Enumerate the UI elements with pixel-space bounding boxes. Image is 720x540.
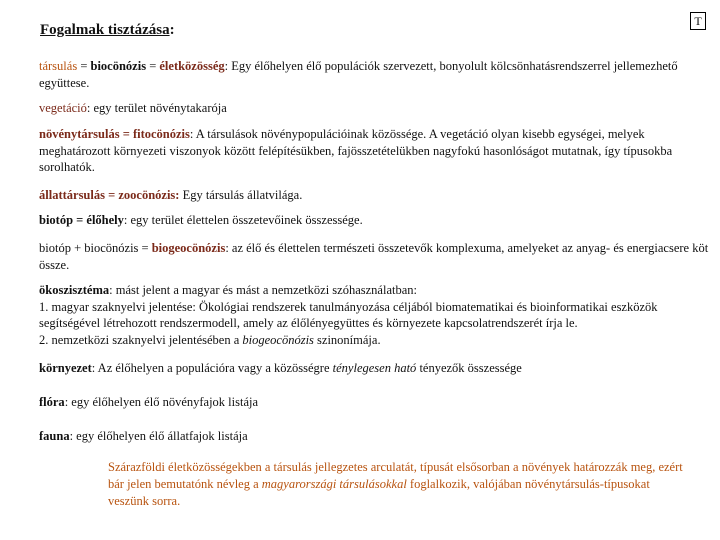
term-biotop: biotóp = élőhely [39,213,124,227]
note-paragraph [108,459,688,510]
term-tarsulas: társulás [39,59,78,73]
kornyezet-em: ténylegesen ható [332,361,417,375]
definition-kornyezet [39,360,717,377]
def-biotop-text: : egy terület élettelen összetevőinek összessége. [123,213,363,227]
term-eletkozosseg: életközösség [159,59,225,73]
kornyezet-pre: : Az élőhelyen a populációra vagy a közösségre [91,361,333,375]
title-colon: : [169,22,175,38]
note-em: magyarországi társulásokkal [261,477,407,491]
biogeo-prefix: biotóp + biocönózis = [39,241,152,255]
page-title [40,22,175,39]
okoszisztema-line2-em: biogeocönózis [242,332,314,347]
def-tarsulas-text: : Egy élőhelyen élő populációk szervezett, bonyolult kölcsönhatásrendszerrel jellemezhető együttese. [39,59,678,90]
term-kornyezet: környezet [39,361,92,375]
definition-flora [39,394,717,411]
definition-fauna [39,428,717,445]
okoszisztema-line1: 1. magyar szaknyelvi jelentése: Ökológiai rendszerek tanulmányozása céljából biomatematikai és bioinformatikai eszközök segítségével létrehozott rendszermodell, amely az élőlényegyüttes és környezete kapcsolatrendszerét írja le. [39,299,658,330]
badge-t: T [690,12,706,30]
term-flora: flóra [39,395,65,409]
def-flora-text: : egy élőhelyen élő növényfajok listája [64,395,259,409]
eq-2: = [146,59,160,73]
definition-okoszisztema [39,282,717,348]
term-okoszisztema: ökoszisztéma [39,283,110,297]
definition-biotop [39,212,717,229]
term-fauna: fauna [39,429,70,443]
kornyezet-post: tényezők összessége [416,361,522,375]
def-novenytarsulas-text: : A társulások növénypopulációinak közössége. A vegetáció olyan kisebb egységei, melyek meghatározott környezeti viszonyok között felépítésükben, fajösszetételükben nagyfokú hasonlóságot mutatnak, így típusokba sorolhatók. [39,127,673,174]
term-vegetacio: vegetáció [39,101,87,115]
okoszisztema-line2-pre: 2. nemzetközi szaknyelvi jelentésében a [39,332,243,347]
definition-allattarsulas [39,187,717,204]
note-post: foglalkozik, valójában növénytársulás-típusokat veszünk sorra. [108,477,650,508]
note-pre: Szárazföldi életközösségekben a társulás jellegzetes arculatát, típusát elsősorban a növények határozzák meg, ezért bár jelen bemutatónk névleg a [108,460,683,491]
definition-biogeocenozis [39,240,717,273]
def-biogeocenozis-text: : az élő és élettelen természeti összetevők komplexuma, amelyeket az anyag- és energiacsere köt össze. [39,241,709,272]
okoszisztema-line2-post: szinonímája. [313,332,381,347]
definition-novenytarsulas [39,126,717,176]
def-fauna-text: : egy élőhelyen élő állatfajok listája [69,429,248,443]
term-allattarsulas: állattársulás = zoocönózis: [39,188,180,202]
def-allattarsulas-text: Egy társulás állatvilága. [179,188,303,202]
definition-tarsulas [39,58,717,91]
definition-vegetacio [39,100,717,117]
term-novenytarsulas: növénytársulás = fitocönózis [39,127,190,141]
term-biogeocenozis: biogeocönózis [151,241,226,255]
term-biocenozis: biocönózis [90,59,147,73]
okoszisztema-intro: : mást jelent a magyar és mást a nemzetközi szóhasználatban: [109,283,417,297]
title-text: Fogalmak tisztázása [40,22,170,38]
eq-1: = [77,59,91,73]
def-vegetacio-text: : egy terület növénytakarója [86,101,227,115]
